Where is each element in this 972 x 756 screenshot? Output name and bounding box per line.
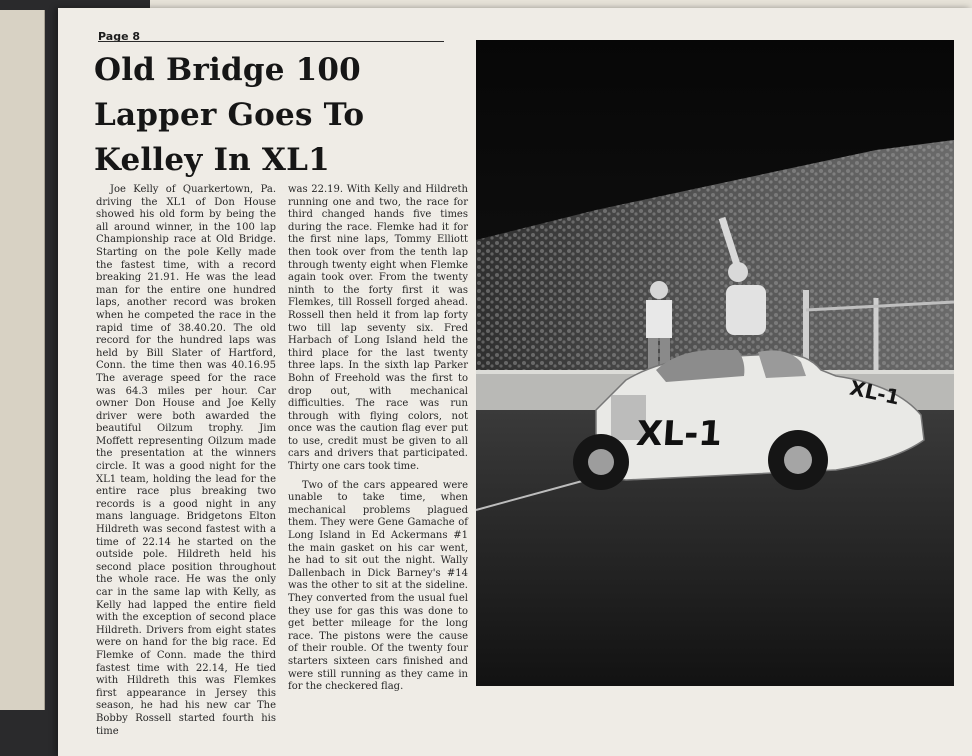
article-paragraph: Joe Kelly of Quarkertown, Pa. driving the XL1 of Don House showed his old form by being the all around winner, in the 100 lap Championship race at Old Bridge. Starting on the pole Kelly made the fastest time, with a record breaking 21.91. He was the lead man for the entire one hundred laps, another record was broken when he competed the race in the rapid time of 38.40.20. The old record for the hundred laps was held by Bill Slater of Hartford, Conn. the time then was 40.16.95 The average speed for the race was 64.3 miles per hour. Car owner Don House and Joe Kelly driver were both awarded the beautiful Oilzum trophy. Jim Moffett representing Oilzum made the presentation at the winners circle. It was a good night for the XL1 team, holding the lead for the entire race plus breaking two records is a good night in any mans language. Bridgetons Elton Hildreth was second fastest with a time of 22.14 he started on the outside pole. Hildreth held his second place position throughout the whole race. He was the only car in the same lap with Kelly, as Kelly had lapped the entire field with the exception of second place Hildreth. Drivers from eight states were on hand for the big race. Ed Flemke of Conn. made the third fastest time with 22.14, He tied with Hildreth this was Flemkes first appearance in Jersey this season, he had his new car The Bobby Rossell started fourth his time <box>96 184 276 737</box>
headline <box>94 48 454 183</box>
driver-body <box>726 285 766 335</box>
official-shirt <box>646 300 672 338</box>
headline-line-2: Lapper Goes To <box>94 97 365 133</box>
official-head <box>650 281 668 299</box>
article-body <box>96 184 468 737</box>
article-column-1 <box>96 184 276 737</box>
headline-line-3: Kelley In XL1 <box>94 142 330 178</box>
photo-illustration <box>476 40 954 686</box>
article-paragraph: was 22.19. With Kelly and Hildreth running one and two, the race for third changed hands five times during the race. Flemke had it for the first nine laps, Tommy Elliott then took over from the tenth lap through twenty eight when Flemke again took over. From the twenty ninth to the forty first it was Flemkes, till Rossell forged ahead. Rossell then held it from lap forty two till lap seventy six. Fred Harbach of Long Island held the third place for the last twenty three laps. In the sixth lap Parker Bohn of Freehold was the first to drop out, with mechanical difficulties. The race was run through with flying colors, not once was the caution flag ever put to use, credit must be given to all cars and drivers that participated. Thirty one cars took time. <box>288 184 468 473</box>
newspaper-page <box>58 8 972 756</box>
header-rule <box>98 41 444 42</box>
headline-line-1: Old Bridge 100 <box>94 52 361 88</box>
underlying-page-left <box>0 10 45 710</box>
article-column-2 <box>288 184 468 704</box>
car-number-side: XL-1 <box>635 414 724 454</box>
race-car-photo <box>476 40 954 686</box>
car-number-rear: XL-1 <box>847 375 902 410</box>
article-paragraph: Two of the cars appeared were unable to take time, when mechanical problems plagued them. They were Gene Gamache of Long Island in Ed Ackermans #1 the main gasket on his car went, he had to sit out the night. Wally Dallenbach in Dick Barney's #14 was the other to sit at the sideline. They converted from the usual fuel they use for gas this was done to get better mileage for the long race. The pistons were the cause of their rouble. Of the twenty four starters sixteen cars finished and were still running as they came in for the checkered flag. <box>288 479 468 693</box>
page-number: Page 8 <box>98 30 141 43</box>
